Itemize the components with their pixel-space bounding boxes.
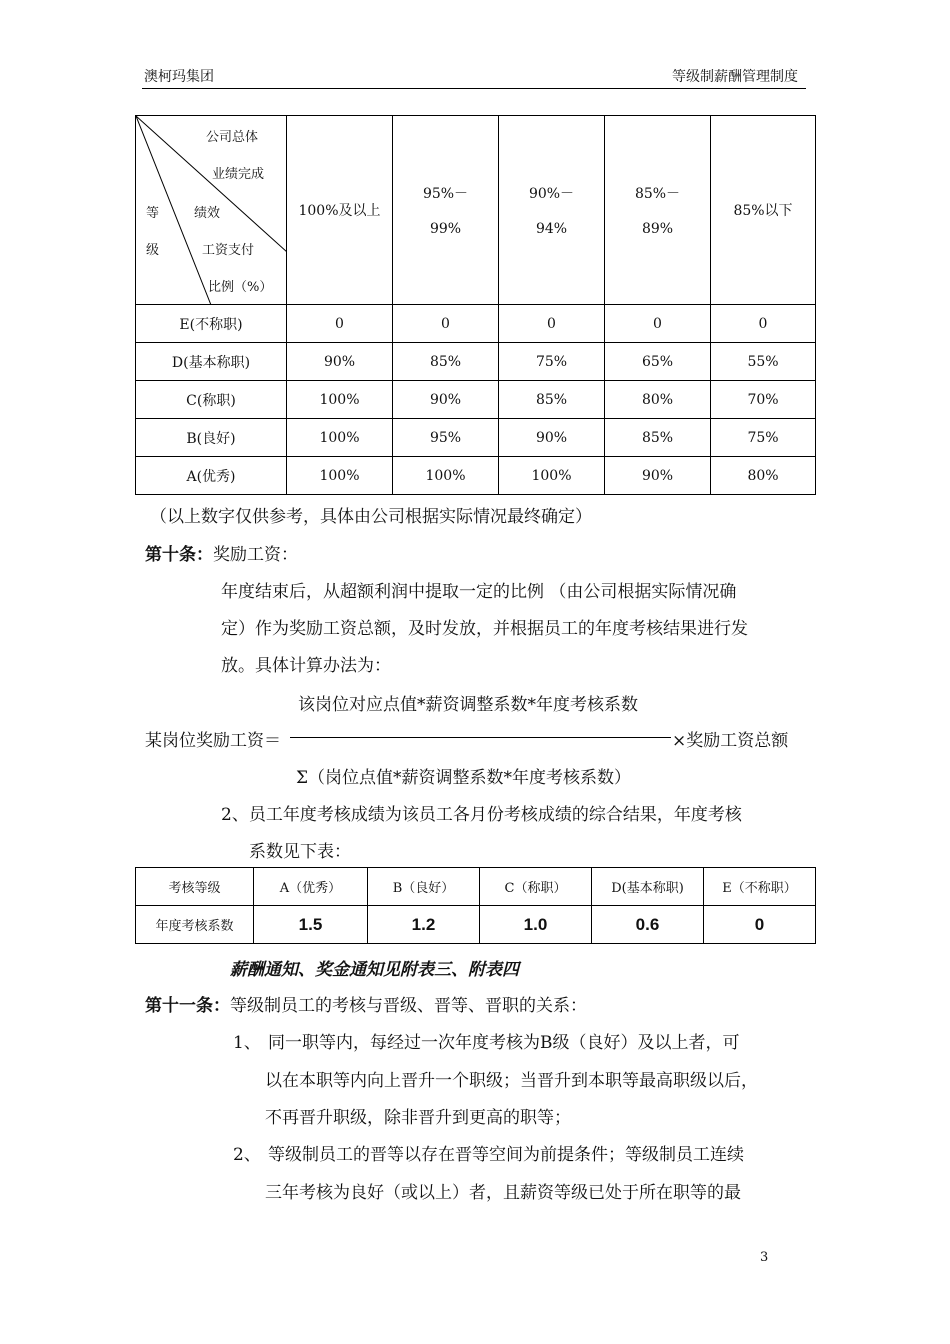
value-cell: 70% [711,381,816,419]
value-cell: 80% [605,381,711,419]
article-11-title: 第十一条： [145,996,230,1016]
header-doc-title: 等级制薪酬管理制度 [672,69,798,85]
grade-cell: A（优秀） [254,868,368,906]
table-row [136,305,816,343]
value-cell: 100% [393,457,499,495]
table-row [136,457,816,495]
item-1-line: 以在本职等内向上晋升一个职级；当晋升到本职等最高职级以后， [265,1071,758,1091]
coefficient-table [135,867,816,944]
fraction-bar [290,737,671,738]
formula-lhs: 某岗位奖励工资＝ [145,731,281,751]
article-11-heading: 等级制员工的考核与晋级、晋等、晋职的关系： [230,996,587,1016]
value-cell: 0 [287,305,393,343]
column-header: 85%－ 89% [605,116,711,305]
article-10-title: 第十条： [145,545,213,565]
column-header: 85%以下 [711,116,816,305]
value-cell: 0 [393,305,499,343]
table-row [136,419,816,457]
item-1-line: 同一职等内，每经过一次年度考核为B级（良好）及以上者，可 [268,1033,740,1053]
item-2-number: 2、 [233,1145,261,1165]
grade-cell: B(良好) [136,419,287,457]
coefficient-cell: 1.2 [368,906,480,944]
corner-bottom-line-1: 工资支付 [202,243,255,258]
column-header: 100%及以上 [287,116,393,305]
reference-note: （以上数字仅供参考，具体由公司根据实际情况最终确定） [150,507,592,527]
value-cell: 85% [605,419,711,457]
value-cell: 75% [499,343,605,381]
coefficient-cell: 1.5 [254,906,368,944]
value-cell: 75% [711,419,816,457]
column-header: 90%－ 94% [499,116,605,305]
value-cell: 100% [287,457,393,495]
value-cell: 100% [499,457,605,495]
article-11 [145,991,587,1016]
item-1-line: 不再晋升职级，除非晋升到更高的职等； [265,1108,571,1128]
value-cell: 0 [499,305,605,343]
header-company: 澳柯玛集团 [144,69,214,85]
page-number: 3 [760,1250,769,1265]
grade-cell: B（良好） [368,868,480,906]
value-cell: 100% [287,419,393,457]
corner-mid: 绩效 [194,206,221,221]
value-cell: 90% [393,381,499,419]
table-row [136,343,816,381]
value-cell: 100% [287,381,393,419]
article-10-heading: 奖励工资： [213,545,298,565]
item-2-line: 等级制员工的晋等以存在晋等空间为前提条件；等级制员工连续 [268,1145,744,1165]
header-label-cell: 考核等级 [136,868,254,906]
article-10-line: 定）作为奖励工资总额，及时发放，并根据员工的年度考核结果进行发 [221,619,748,639]
grade-cell: E（不称职） [704,868,816,906]
header-rule [142,88,806,89]
value-cell: 85% [393,343,499,381]
value-cell: 85% [499,381,605,419]
value-cell: 65% [605,343,711,381]
corner-left-line-2: 级 [146,243,160,258]
grade-cell: C(称职) [136,381,287,419]
appendix-notice: 薪酬通知、奖金通知见附表三、附表四 [230,960,519,980]
formula-rhs: ×奖励工资总额 [672,731,789,751]
grade-cell: E(不称职) [136,305,287,343]
table-row [136,906,816,944]
corner-bottom-line-2: 比例（%） [208,280,273,295]
value-cell: 90% [499,419,605,457]
table-row [136,381,816,419]
grade-cell: D(基本称职) [592,868,704,906]
table-row [136,868,816,906]
item-2-line: 三年考核为良好（或以上）者，且薪资等级已处于所在职等的最 [265,1183,741,1203]
value-cell: 80% [711,457,816,495]
row-label-cell: 年度考核系数 [136,906,254,944]
column-header: 95%－ 99% [393,116,499,305]
coefficient-cell: 0.6 [592,906,704,944]
corner-top-line-1: 公司总体 [206,130,259,145]
corner-left-line-1: 等 [146,206,160,221]
grade-cell: A(优秀) [136,457,287,495]
value-cell: 95% [393,419,499,457]
grade-cell: D(基本称职) [136,343,287,381]
diagonal-header-cell [136,116,287,305]
article-10-line: 年度结束后，从超额利润中提取一定的比例 （由公司根据实际情况确 [221,582,737,602]
value-cell: 55% [711,343,816,381]
coefficient-cell: 1.0 [480,906,592,944]
grade-cell: C（称职） [480,868,592,906]
formula-denominator: Σ（岗位点值*薪资调整系数*年度考核系数） [296,768,632,788]
value-cell: 0 [605,305,711,343]
corner-top-line-2: 业绩完成 [212,167,265,182]
value-cell: 90% [605,457,711,495]
article-10 [145,540,298,565]
article-10-line: 放。具体计算办法为： [221,656,391,676]
coefficient-cell: 0 [704,906,816,944]
value-cell: 0 [711,305,816,343]
performance-pay-table [135,115,816,495]
value-cell: 90% [287,343,393,381]
item-2-line: 系数见下表： [249,842,351,862]
item-1-number: 1、 [233,1033,261,1053]
item-2-line: 2、员工年度考核成绩为该员工各月份考核成绩的综合结果，年度考核 [221,805,742,825]
formula-numerator: 该岗位对应点值*薪资调整系数*年度考核系数 [298,695,638,715]
